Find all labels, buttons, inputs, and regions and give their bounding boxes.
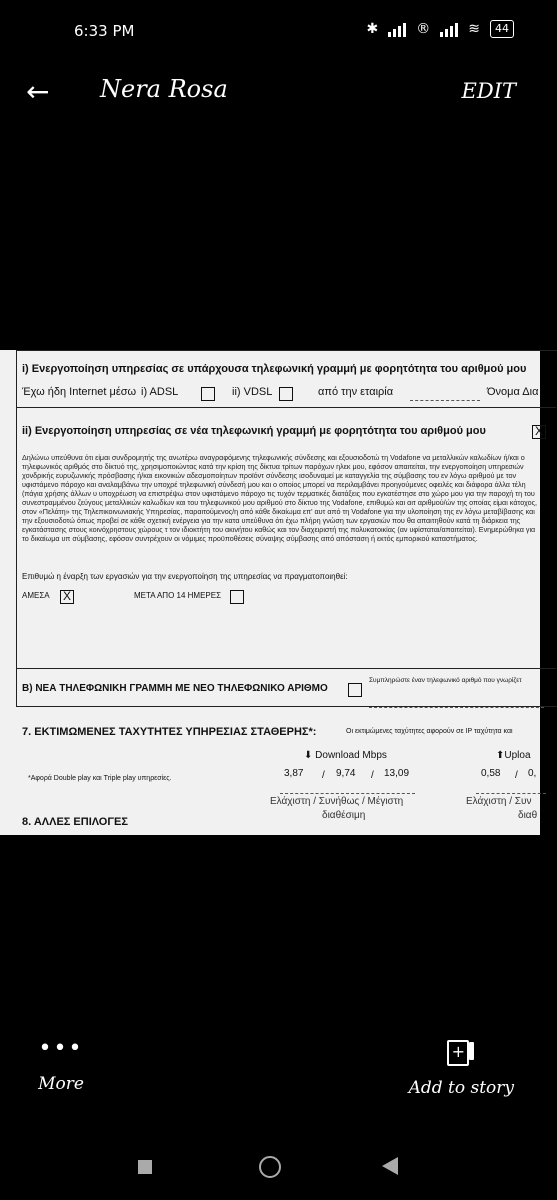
vdsl-label: ii) VDSL bbox=[232, 386, 273, 398]
upload-typical: 0, bbox=[528, 768, 537, 779]
home-icon[interactable] bbox=[259, 1156, 281, 1178]
upload-arrow-icon: ⬆ bbox=[496, 750, 505, 761]
signal-2-icon bbox=[440, 21, 458, 37]
battery-icon: 44 bbox=[490, 20, 514, 38]
more-button[interactable] bbox=[36, 1036, 86, 1094]
slash: / bbox=[322, 770, 325, 781]
adsl-checkbox bbox=[201, 385, 215, 403]
add-to-story-label: Add to story bbox=[408, 1078, 514, 1098]
clock: 6:33 PM bbox=[74, 22, 135, 40]
download-caption-2: διαθέσιμη bbox=[322, 810, 366, 821]
vdsl-checkbox bbox=[279, 385, 293, 403]
company-name-label: Όνομα Δια bbox=[487, 386, 539, 398]
slash: / bbox=[515, 770, 518, 781]
after-14-days-label: ΜΕΤΑ ΑΠΟ 14 ΗΜΕΡΕΣ bbox=[134, 591, 222, 600]
download-header bbox=[304, 750, 387, 761]
edit-button[interactable]: EDIT bbox=[461, 79, 516, 103]
download-typical: 9,74 bbox=[336, 768, 356, 779]
status-bar bbox=[0, 0, 540, 70]
divider bbox=[16, 407, 556, 408]
download-min: 3,87 bbox=[284, 768, 304, 779]
bluetooth-icon: ✱ bbox=[366, 21, 379, 37]
divider bbox=[16, 668, 556, 669]
section-i-prefix: Έχω ήδη Internet μέσω bbox=[22, 386, 137, 398]
back-triangle-icon[interactable] bbox=[382, 1157, 398, 1175]
download-arrow-icon: ⬇ bbox=[304, 750, 313, 761]
section-b-dashline bbox=[369, 695, 544, 713]
section-b-heading: Β) ΝΕΑ ΤΗΛΕΦΩΝΙΚΗ ΓΡΑΜΜΗ ΜΕ ΝΕΟ ΤΗΛΕΦΩΝΙΚΟ ΑΡΙΘΜΟ bbox=[22, 683, 328, 694]
start-prompt: Επιθυμώ η έναρξη των εργασιών για την ενεργοποίηση της υπηρεσίας να πραγματοποιηθεί: bbox=[22, 572, 348, 581]
section-7-heading: 7. ΕΚΤΙΜΩΜΕΝΕΣ ΤΑΧΥΤΗΤΕΣ ΥΠΗΡΕΣΙΑΣ ΣΤΑΘΕΡΗΣ*: bbox=[22, 726, 317, 738]
upload-header bbox=[496, 750, 531, 761]
app-bar bbox=[0, 70, 540, 114]
section-i-heading: i) Ενεργοποίηση υπηρεσίας σε υπάρχουσα τηλεφωνική γραμμή με φορητότητα του αριθμού μου bbox=[22, 363, 527, 375]
recents-icon[interactable] bbox=[138, 1160, 152, 1174]
page-title: Nera Rosa bbox=[100, 75, 228, 103]
section-b-checkbox bbox=[348, 681, 362, 699]
upload-label: Uploa bbox=[504, 750, 531, 761]
section-b-note: Συμπληρώστε έναν τηλεφωνικό αριθμό που γνωρίζετ bbox=[369, 677, 522, 684]
section-8-heading: 8. ΑΛΛΕΣ ΕΠΙΛΟΓΕΣ bbox=[22, 816, 128, 828]
more-label: More bbox=[38, 1074, 84, 1094]
section-7-note: Οι εκτιμώμενες ταχύτητες αφορούν σε IP ταχύτητα και bbox=[346, 728, 513, 735]
download-max: 13,09 bbox=[384, 768, 410, 779]
download-caption: Ελάχιστη / Συνήθως / Μέγιστη bbox=[270, 796, 404, 807]
download-label: Download Mbps bbox=[315, 750, 387, 761]
slash: / bbox=[371, 770, 374, 781]
back-arrow-icon[interactable]: ← bbox=[26, 75, 50, 108]
upload-caption: Ελάχιστη / Συν bbox=[466, 796, 532, 807]
system-nav-bar bbox=[0, 1148, 540, 1188]
bottom-actions bbox=[0, 1036, 540, 1120]
section-ii-heading: ii) Ενεργοποίηση υπηρεσίας σε νέα τηλεφωνική γραμμή με φορητότητα του αριθμού μου bbox=[22, 425, 486, 437]
immediate-label: ΑΜΕΣΑ bbox=[22, 591, 50, 600]
roaming-icon: ® bbox=[416, 21, 431, 37]
section-ii-checkbox: X bbox=[532, 423, 546, 441]
upload-min: 0,58 bbox=[481, 768, 501, 779]
immediate-checkbox: X bbox=[60, 588, 74, 606]
from-company-label: από την εταιρία bbox=[318, 386, 394, 398]
status-icons bbox=[367, 20, 514, 38]
declaration-text: Δηλώνω υπεύθυνα ότι είμαι συνδρομητής της ανωτέρω αναγραφόμενης τηλεφωνικής σύνδεσης και εξουσιοδοτώ τη Vodafone να μεταλλικών καλωδίων ή/και ο τηλεφωνικός αριθμός στο δίκτυό της, χρησιμοποιώντας κατά την κρίση της δίκτυα τρίτων παρόχων ηλεκ μου, εφόσον απαιτείται, την ενεργοποίηση υπηρεσιών χονδρικής ευρυζωνικής πρόσβασης ή/και εικονικών αδεσμοποίητων προϊόντ σύνδεσης ισοδυναμεί με καταγγελία της σύμβασης του εν λόγω αριθμού με τον υφιστάμενο πάροχο και αναλαμβάνω την υποχρέ τηλεφωνική σύνδεσή μου και ο οποίος μπορεί να περιλαμβάνει προηγούμενες οφειλές και διάφορα άλλα τέλη (πάγια χρήσης άλλων υ υποχρέωση να επιστρέψω στον υφιστάμενο πάροχο τις τυχόν τερματικές διατάξεις που εγκατέστησε στο χώρο μου για την παροχή τη του συνεστραμμένου ζεύγους μεταλλικών καλωδίων και του τηλεφωνικού μου αριθμού στο δίκτυο της Vodafone, επιθυμώ και αιτ αριθμού/ών της οποίας είμαι κάτοχος, στον «Πελάτη» της Τηλεπικοινωνιακής Υπηρεσίας, παραιτούμενος/η από κάθε δικαίωμα επ' αυτ από τη Vodafone για την υλοποίηση της εν λόγω μεταβίβασης και την εξουσιοδοτώ όπως προβεί σε κάθε σχετική ενέργεια για την κατα υπεύθυνα ότι έχω πλήρη γνώση των εργασιών που θα απαιτηθούν κατά τη διάρκεια της εγκατάστασης στους κοινόχρηστους χώρους τ τον ιδιοκτήτη του ακινήτου καθώς και τον διαχειριστή της πολυκατοικίας (αν υφίσταται/απαιτείται). Ενημερώθηκα για το δικαίωμα υπ σύμβασης, εφόσον συντρέχουν οι νόμιμες προϋποθέσεις σύναψης σύμβασης από απόσταση ή εκτός εμπορικού καταστήματος. bbox=[22, 453, 538, 543]
upload-caption-2: διαθ bbox=[518, 810, 538, 821]
add-story-icon: + bbox=[447, 1040, 475, 1064]
adsl-label: i) ADSL bbox=[141, 386, 179, 398]
more-dots-icon: ••• bbox=[38, 1036, 84, 1061]
document-image[interactable] bbox=[0, 350, 543, 835]
add-to-story-button[interactable] bbox=[409, 1040, 514, 1098]
wifi-icon: ≋ bbox=[468, 21, 480, 37]
company-dashline bbox=[410, 388, 480, 406]
footnote: *Αφορά Double play και Triple play υπηρεσίες. bbox=[28, 775, 172, 782]
after-14-days-checkbox bbox=[230, 588, 244, 606]
signal-icon bbox=[388, 21, 406, 37]
